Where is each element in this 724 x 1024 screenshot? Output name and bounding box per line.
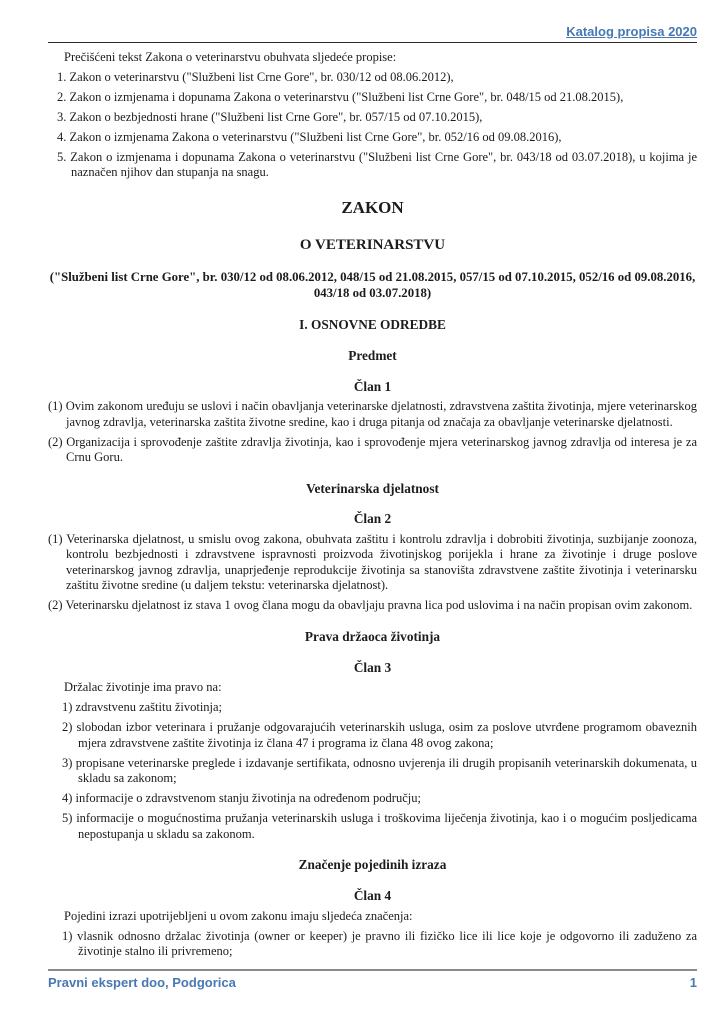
paragraph-text: Organizacija i sprovođenje zaštite zdravlja životinja, kao i sprovođenje mjera veterinarskog javnog zdravlja od interesa je za Crnu Goru. [66, 434, 697, 464]
item-number: 1) [62, 700, 73, 715]
article-heading-2: Član 2 [353, 511, 392, 527]
paragraph-text: Veterinarsku djelatnost iz stava 1 ovog člana mogu da obavljaju pravna lica pod uslovima i na način propisan ovim zakonom. [65, 598, 693, 613]
list-item-text: Zakon o veterinarstvu ("Službeni list Crne Gore", br. 030/12 od 08.06.2012), [69, 69, 454, 84]
item-number: 3) [62, 755, 73, 770]
law-title: ZAKON [341, 197, 404, 217]
law-subject: O VETERINARSTVU [299, 236, 446, 253]
article-paragraph [48, 532, 697, 594]
article-heading-1: Član 1 [353, 378, 392, 394]
article-list-item [62, 700, 697, 716]
article-list-item [62, 756, 697, 787]
list-item-text: Zakon o izmjenama i dopunama Zakona o veterinarstvu ("Službeni list Crne Gore", br. 048/15 od 21.08.2015), [69, 89, 624, 104]
item-text: slobodan izbor veterinara i pružanje odgovarajućih veterinarskih usluga, osim za poslove utvrđene programom obaveznih mjera zdravstvene zaštite životinja iz člana 47 i programa iz člana 48 ovog zakona; [76, 720, 697, 750]
section-title-prava-drzaoca: Prava držaoca životinja [304, 628, 441, 644]
paragraph-text: Ovim zakonom uređuju se uslovi i način obavljanja veterinarske djelatnosti, zdravstvena zaštita životinja, mjere veterinarskog javnog zdravlja, veterinarska zaštita životne sredine, kao i druga pitanja od značaja za obavljanje veterinarske djelatnosti. [65, 399, 697, 429]
item-text: informacije o mogućnostima pružanja veterinarskih usluga i troškovima liječenja životinja, kao i o mogućim posljedicama nepostupanja u skladu sa zakonom. [76, 811, 698, 841]
paragraph-number: (2) [48, 434, 63, 449]
list-item-number: 1. [57, 69, 67, 84]
paragraph-number: (1) [48, 399, 63, 413]
catalog-title: Katalog propisa 2020 [566, 24, 697, 39]
section-title-veterinarska-djelatnost: Veterinarska djelatnost [306, 480, 439, 496]
item-number: 4) [62, 791, 73, 806]
intro-list-item [57, 70, 697, 86]
gazette-reference: ("Službeni list Crne Gore", br. 030/12 od 08.06.2012, 048/15 od 21.08.2015, 057/15 od 07.10.2015, 052/16 od 09.08.2016, 043/18 od 03.07.2018) [49, 269, 696, 301]
intro-lead: Prečišćeni tekst Zakona o veterinarstvu obuhvata sljedeće propise: [64, 49, 397, 64]
page-footer [48, 969, 697, 991]
list-item-text: Zakon o bezbjednosti hrane ("Službeni list Crne Gore", br. 057/15 od 07.10.2015), [69, 109, 483, 124]
item-number: 2) [62, 720, 73, 735]
intro-list-item [57, 150, 697, 181]
article-list-item [62, 720, 697, 751]
item-number: 5) [62, 811, 73, 826]
article-list-item [62, 929, 697, 960]
article-lead: Držalac životinje ima pravo na: [64, 680, 222, 695]
section-title-predmet: Predmet [348, 347, 397, 363]
article-paragraph [48, 435, 697, 466]
article-list-item [62, 811, 697, 842]
section-title-znacenje-izraza: Značenje pojedinih izraza [298, 857, 447, 873]
item-text: zdravstvenu zaštitu životinja; [75, 700, 223, 715]
article-paragraph [48, 598, 697, 614]
item-text: informacije o zdravstvenom stanju životinja na određenom području; [75, 791, 421, 806]
item-number: 1) [62, 928, 73, 943]
page-number: 1 [689, 975, 697, 990]
page-header [48, 24, 697, 43]
paragraph-number: (1) [48, 531, 63, 546]
item-text: vlasnik odnosno držalac životinja (owner or keeper) je pravno ili fizičko lice ili lice koje je odgovorno ili zaduženo za životinje stalno ili privremeno; [77, 928, 698, 959]
document-body [48, 50, 697, 960]
article-lead: Pojedini izrazi upotrijebljeni u ovom zakonu imaju sljedeća značenja: [64, 908, 413, 923]
list-item-text: Zakon o izmjenama Zakona o veterinarstvu ("Službeni list Crne Gore", br. 052/16 od 09.08.2016), [69, 129, 562, 144]
list-item-text: Zakon o izmjenama i dopunama Zakona o veterinarstvu ("Službeni list Crne Gore", br. 043/18 od 03.07.2018), u kojima je naznačen njihov dan stupanja na snagu. [70, 149, 698, 179]
list-item-number: 5. [57, 149, 67, 164]
item-text: propisane veterinarske preglede i izdavanje sertifikata, odnosno uvjerenja ili drugih propisanih veterinarskih dokumenata, u skladu sa zakonom; [75, 755, 697, 786]
list-item-number: 4. [57, 129, 67, 144]
list-item-number: 2. [57, 89, 67, 104]
article-heading-3: Član 3 [353, 659, 392, 675]
article-paragraph [48, 399, 697, 430]
intro-list-item [57, 110, 697, 126]
list-item-number: 3. [57, 109, 67, 124]
article-list-item [62, 791, 697, 807]
intro-list-item [57, 90, 697, 106]
intro-list-item [57, 130, 697, 146]
paragraph-number: (2) [48, 598, 63, 613]
chapter-heading: I. OSNOVNE ODREDBE [299, 316, 446, 332]
publisher-label: Pravni ekspert doo, Podgorica [48, 975, 236, 990]
article-heading-4: Član 4 [353, 888, 392, 904]
paragraph-text: Veterinarska djelatnost, u smislu ovog zakona, obuhvata zaštitu i kontrolu zdravlja i dobrobiti životinja, suzbijanje zoonoza, kontrolu bezbjednosti i zdravstvene ispravnosti proizvoda životinjskog porijekla i hrane za životinje i druge poslove veterinarskog javnog zdravlja, unaprjeđenje reprodukcije životinja sa stanovišta zdravstvene zaštite životinja i veterinarsku zaštitu životne sredine (u daljem tekstu: veterinarska djelatnost). [66, 531, 698, 593]
